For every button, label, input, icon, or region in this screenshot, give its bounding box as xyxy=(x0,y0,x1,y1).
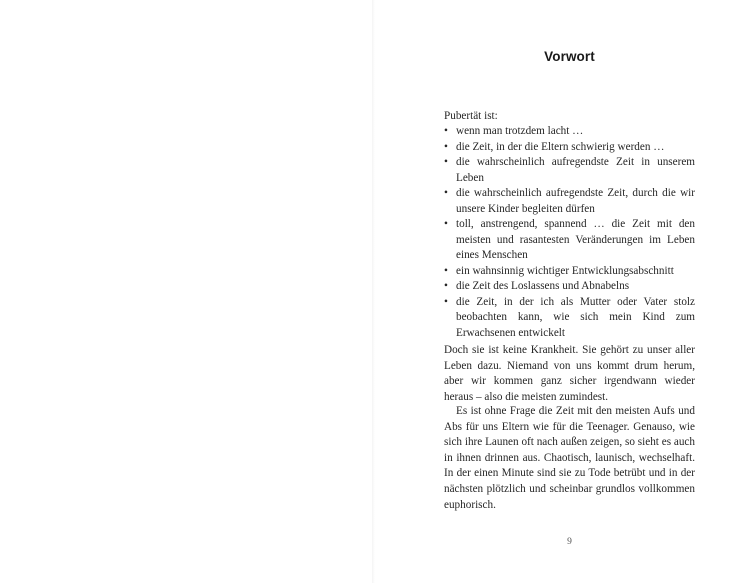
bullet-marker: • xyxy=(444,187,448,199)
bullet-marker: • xyxy=(444,295,448,308)
bullet-marker: • xyxy=(444,264,448,277)
bullet-marker: • xyxy=(444,280,448,292)
bullet-marker: • xyxy=(444,218,448,230)
bullet-item xyxy=(444,217,695,264)
chapter-heading: Vorwort xyxy=(544,49,595,64)
page-number: 9 xyxy=(567,537,572,547)
bullet-text: die Zeit, in der die Eltern schwierig werden … xyxy=(456,140,665,153)
bullet-text: die wahrscheinlich aufregendste Zeit in unserem Leben xyxy=(456,156,695,184)
body-paragraph: Es ist ohne Frage die Zeit mit den meisten Aufs und Abs für uns Eltern wie für die Teenager. Genauso, wie sich ihre Launen oft nach außen zeigen, so sieht es auch in ihnen drinnen aus. Chaotisch, launisch, wechselhaft. In der einen Minute sind sie zu Tode betrübt und in der nächsten plötzlich und scheinbar grundlos vollkommen euphorisch. xyxy=(444,405,695,511)
bullet-marker: • xyxy=(444,140,448,153)
bullet-text: die Zeit des Loslassens und Abnabelns xyxy=(456,280,630,292)
bullet-marker: • xyxy=(444,125,448,137)
bullet-item xyxy=(444,124,695,140)
bullet-item xyxy=(444,155,695,186)
bullet-text: toll, anstrengend, spannend … die Zeit mit den meisten und rasantesten Veränderungen im Leben eines Menschen xyxy=(456,218,695,261)
bullet-marker: • xyxy=(444,156,448,168)
intro-line: Pubertät ist: xyxy=(444,110,498,122)
bullet-text: wenn man trotzdem lacht … xyxy=(456,125,584,137)
bullet-item xyxy=(444,264,695,280)
bullet-text: ein wahnsinnig wichtiger Entwicklungsabschnitt xyxy=(456,264,674,277)
bullet-list xyxy=(444,124,695,341)
bullet-item xyxy=(444,186,695,217)
body-paragraph: Doch sie ist keine Krankheit. Sie gehört zu unser aller Leben dazu. Niemand von uns kommt drum herum, aber wir kommen ganz sicher irgendwann wieder heraus – also die meisten zumindest. xyxy=(444,344,695,403)
page-gutter xyxy=(372,0,375,583)
bullet-item xyxy=(444,279,695,295)
bullet-item xyxy=(444,140,695,156)
bullet-text: die wahrscheinlich aufregendste Zeit, durch die wir unsere Kinder begleiten dürfen xyxy=(456,187,695,215)
bullet-text: die Zeit, in der ich als Mutter oder Vater stolz beobachten kann, wie sich mein Kind zum Erwachsenen entwickelt xyxy=(456,295,695,339)
bullet-item xyxy=(444,295,695,342)
